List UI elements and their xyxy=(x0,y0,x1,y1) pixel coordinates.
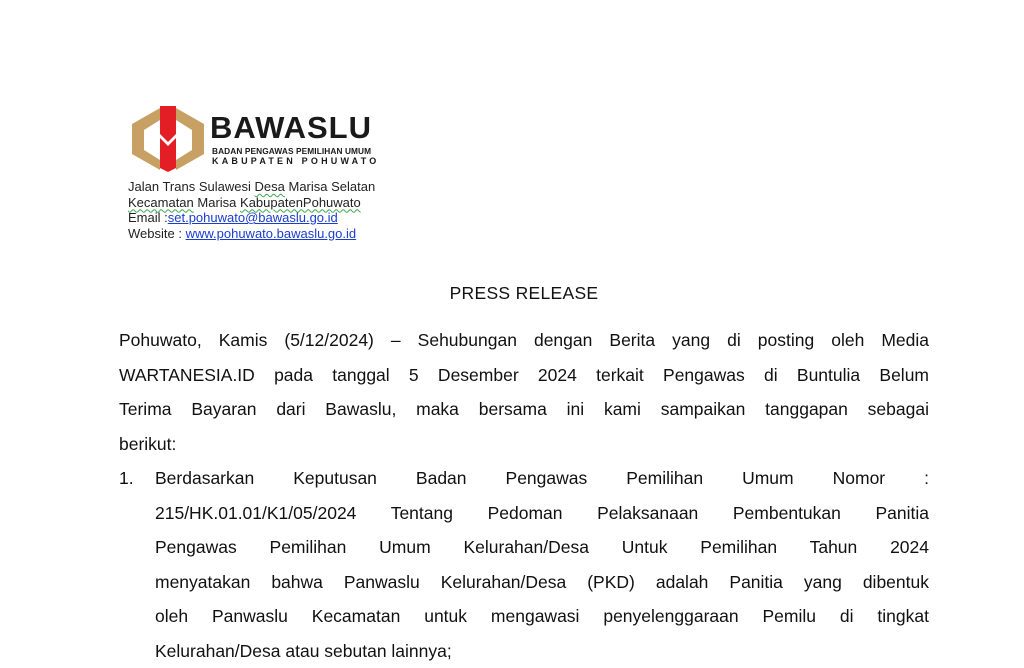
bawaslu-logo-icon xyxy=(130,102,206,172)
address-line-1: Jalan Trans Sulawesi Desa Marisa Selatan xyxy=(128,179,375,195)
address-line-2: Kecamatan Marisa KabupatenPohuwato xyxy=(128,195,375,211)
letterhead-address xyxy=(128,179,375,241)
list-item-text xyxy=(155,461,929,668)
org-region: KABUPATEN POHUWATO xyxy=(212,156,379,166)
list-item-line: Berdasarkan Keputusan Badan Pengawas Pemilihan Umum Nomor : xyxy=(155,461,929,496)
email-line xyxy=(128,210,375,226)
email-label: Email : xyxy=(128,210,168,225)
list-item-line: Pengawas Pemilihan Umum Kelurahan/Desa Untuk Pemilihan Tahun 2024 xyxy=(155,530,929,565)
document-heading: PRESS RELEASE xyxy=(0,283,1024,304)
list-item-line: 215/HK.01.01/K1/05/2024 Tentang Pedoman Pelaksanaan Pembentukan Panitia xyxy=(155,496,929,531)
intro-line: Pohuwato, Kamis (5/12/2024) – Sehubungan dengan Berita yang di posting oleh Media xyxy=(119,323,929,358)
website-label: Website : xyxy=(128,226,182,241)
website-link[interactable]: www.pohuwato.bawaslu.go.id xyxy=(186,226,357,241)
letterhead-logo xyxy=(130,102,430,172)
list-item-line: menyatakan bahwa Panwaslu Kelurahan/Desa (PKD) adalah Panitia yang dibentuk xyxy=(155,565,929,600)
list-item-number: 1. xyxy=(119,461,134,496)
list-item-line: Kelurahan/Desa atau sebutan lainnya; xyxy=(155,634,929,668)
email-link[interactable]: set.pohuwato@bawaslu.go.id xyxy=(168,210,338,225)
intro-paragraph xyxy=(119,323,929,461)
list-item-line: oleh Panwaslu Kecamatan untuk mengawasi penyelenggaraan Pemilu di tingkat xyxy=(155,599,929,634)
intro-line: WARTANESIA.ID pada tanggal 5 Desember 2024 terkait Pengawas di Buntulia Belum xyxy=(119,358,929,393)
intro-line: Terima Bayaran dari Bawaslu, maka bersama ini kami sampaikan tanggapan sebagai xyxy=(119,392,929,427)
website-line xyxy=(128,226,375,242)
org-name: BAWASLU xyxy=(210,112,372,143)
org-fullname: BADAN PENGAWAS PEMILIHAN UMUM xyxy=(212,146,371,156)
intro-line: berikut: xyxy=(119,427,929,462)
